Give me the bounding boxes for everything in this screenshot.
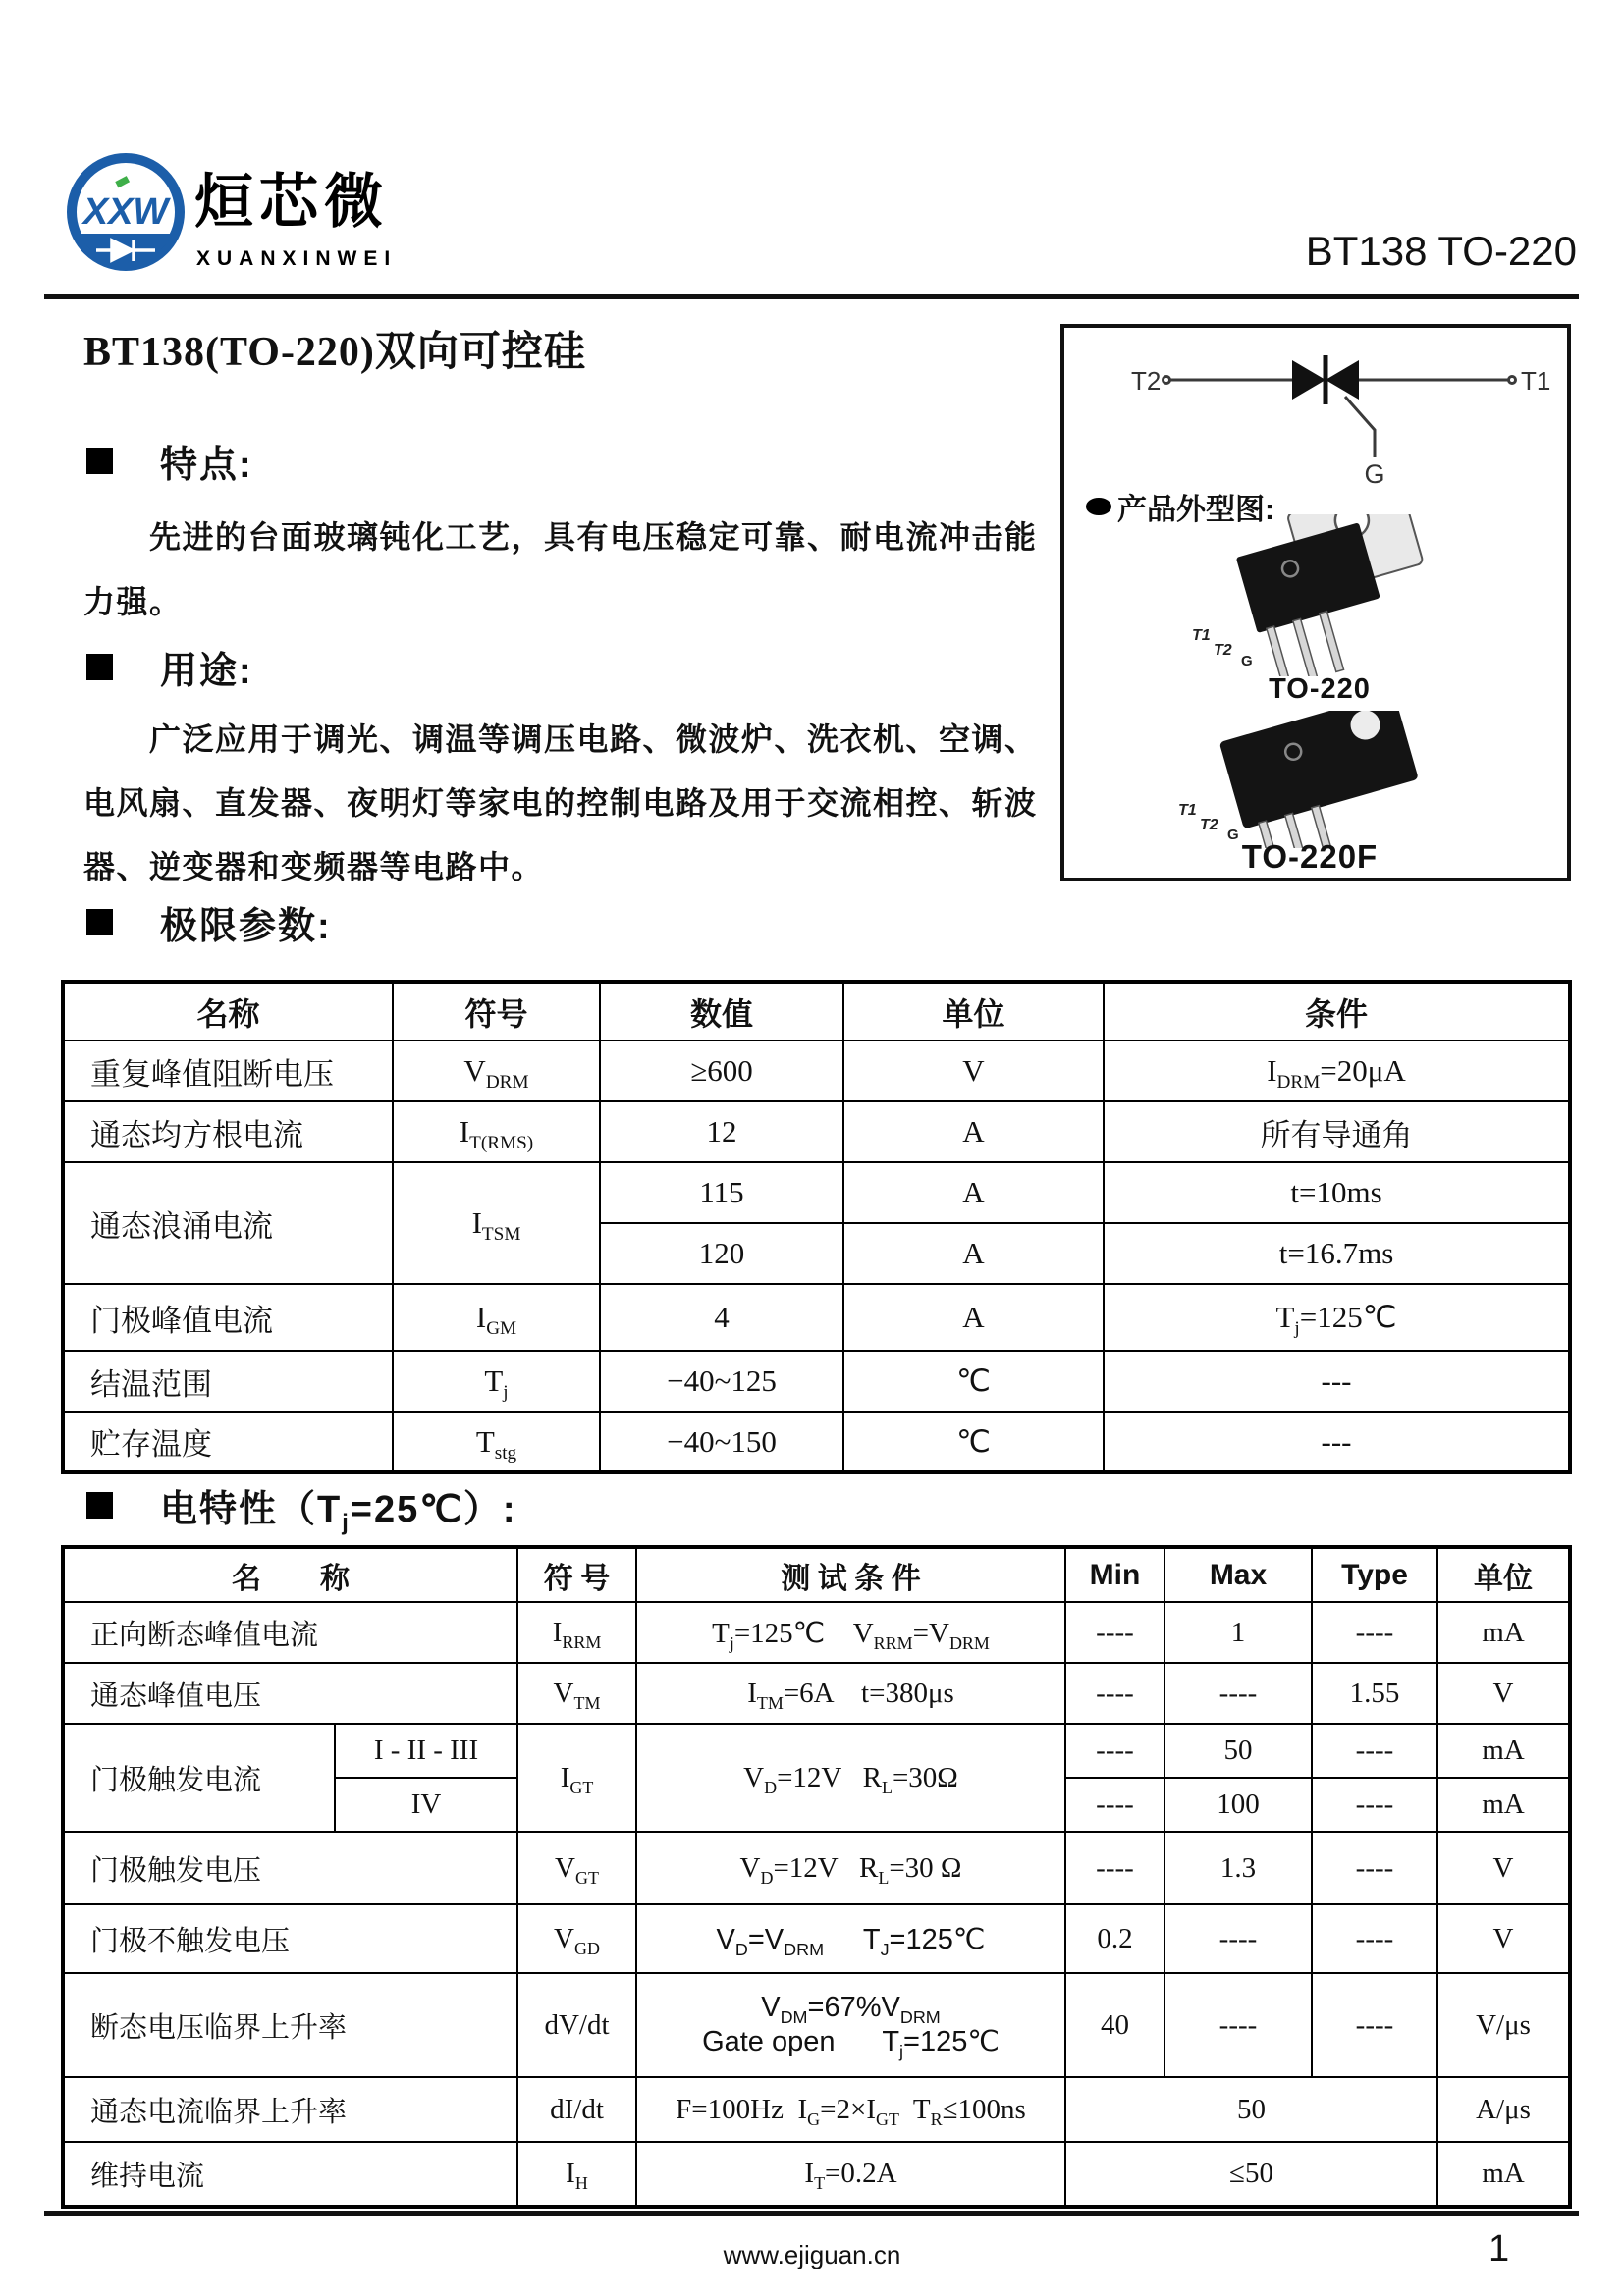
param-cond: $T_j=125℃$ (1104, 1284, 1570, 1351)
param-name: 维持电流 (63, 2142, 517, 2207)
table-row (63, 1351, 1570, 1412)
table-header-row (63, 1547, 1570, 1602)
unit-value: V (1437, 1904, 1570, 1973)
test-cond: $T_j=125℃$ $V_{RRM}=V_{DRM}$ (636, 1602, 1065, 1663)
max-value: ---- (1164, 1973, 1312, 2077)
elec-table (61, 1545, 1572, 2209)
page-number: 1 (1489, 2228, 1510, 2269)
col-header: 符号 (393, 982, 600, 1041)
param-symbol: $V_{TM}$ (517, 1663, 636, 1724)
section-applications (86, 640, 253, 694)
min-value: ---- (1065, 1663, 1164, 1724)
outline-drawing-label: 产品外型图: (1086, 485, 1274, 528)
test-cond: $I_{TM}=6A$ t=380μs (636, 1663, 1065, 1724)
type-value: ---- (1312, 1973, 1437, 2077)
max-value: 1.3 (1164, 1832, 1312, 1904)
pkg2-pin-g: G (1227, 827, 1239, 843)
col-header: 测 试 条 件 (636, 1547, 1065, 1602)
type-value: ---- (1312, 1602, 1437, 1663)
type-value: ---- (1312, 1778, 1437, 1832)
triac-triangle-right (1326, 360, 1359, 400)
param-symbol: $V_{GT}$ (517, 1832, 636, 1904)
triac-triangle-left (1292, 360, 1326, 400)
header-rule (44, 294, 1579, 299)
type-value: 1.55 (1312, 1663, 1437, 1724)
unit-value: V/μs (1437, 1973, 1570, 2077)
span-value: ≤50 (1065, 2142, 1437, 2207)
features-line2: 力强。 (83, 584, 183, 619)
param-name: 正向断态峰值电流 (63, 1602, 517, 1663)
test-cond: $I_T=0.2A$ (636, 2142, 1065, 2207)
elec-heading: 电特性$(T_j=25℃)$: (160, 1489, 517, 1535)
param-cond: --- (1104, 1412, 1570, 1472)
pkg2-pin-t2: T2 (1200, 817, 1218, 833)
applications-line3: 器、逆变器和变频器等电路中。 (83, 849, 545, 884)
part-number-title: BT138 TO-220 (1305, 228, 1577, 274)
min-value: 0.2 (1065, 1904, 1164, 1973)
param-unit: ℃ (843, 1351, 1104, 1412)
col-header: Max (1164, 1547, 1312, 1602)
terminal-t2-label: T2 (1131, 366, 1162, 396)
max-value: 1 (1164, 1602, 1312, 1663)
param-cond: 所有导通角 (1104, 1101, 1570, 1162)
logo-monogram: XXW (82, 191, 169, 233)
triac-symbol (1074, 336, 1557, 485)
col-header: 条件 (1104, 982, 1570, 1041)
features-heading: 特点: (160, 445, 253, 486)
applications-line1: 广泛应用于调光、调温等调压电路、微波炉、洗衣机、空调、 (149, 721, 1038, 757)
param-symbol: $T_{stg}$ (393, 1412, 600, 1472)
test-cond: $V_D=V_{DRM}$ $T_J=125℃$ (636, 1904, 1065, 1973)
param-value: −40~125 (600, 1351, 843, 1412)
table-row (63, 1162, 1570, 1223)
section-square-icon (86, 654, 113, 680)
pkg2-caption: TO-220F (1241, 838, 1379, 875)
unit-value: mA (1437, 1724, 1570, 1778)
param-symbol: $T_j$ (393, 1351, 600, 1412)
section-square-icon (86, 448, 113, 474)
table-row (63, 1973, 1570, 2077)
min-value: ---- (1065, 1778, 1164, 1832)
bullet-icon (1086, 498, 1111, 515)
table-row (63, 2077, 1570, 2142)
applications-line2: 电风扇、直发器、夜明灯等家电的控制电路及用于交流相控、斩波 (83, 785, 1038, 821)
param-name: 通态均方根电流 (63, 1101, 393, 1162)
table-row (63, 1041, 1570, 1101)
param-name: 断态电压临界上升率 (63, 1973, 517, 2077)
max-value: 100 (1164, 1778, 1312, 1832)
param-name: 门极不触发电压 (63, 1904, 517, 1973)
brand-name-cn: 烜芯微 (194, 169, 389, 235)
table-row (63, 1832, 1570, 1904)
pkg1-pin-t1: T1 (1192, 627, 1211, 644)
param-symbol: $V_{GD}$ (517, 1904, 636, 1973)
param-cond: $I_{DRM}=20\mu A$ (1104, 1041, 1570, 1101)
test-cond: F=100Hz $I_G=2\times I_{GT}$ $T_R\le 100ns$ (636, 2077, 1065, 2142)
param-cond: t=16.7ms (1104, 1223, 1570, 1284)
param-unit: A (843, 1284, 1104, 1351)
package-drawing-to220 (1163, 514, 1467, 676)
param-unit: A (843, 1101, 1104, 1162)
company-logo (65, 149, 190, 283)
param-symbol: $V_{DRM}$ (393, 1041, 600, 1101)
unit-value: mA (1437, 1602, 1570, 1663)
pkg1-pin-g: G (1241, 653, 1253, 669)
param-unit: ℃ (843, 1412, 1104, 1472)
quadrant-group: IV (335, 1778, 517, 1832)
param-value: 120 (600, 1223, 843, 1284)
section-elec (86, 1478, 517, 1535)
pkg1-caption: TO-220 (1269, 673, 1371, 705)
test-cond: $V_D=12V$ $R_L=30\Omega$ (636, 1724, 1065, 1832)
col-header: 单位 (1437, 1547, 1570, 1602)
gate-label: G (1364, 459, 1385, 485)
max-value: 50 (1164, 1724, 1312, 1778)
table-row (63, 1724, 1570, 1778)
param-name: 通态电流临界上升率 (63, 2077, 517, 2142)
max-value: ---- (1164, 1663, 1312, 1724)
unit-value: A/μs (1437, 2077, 1570, 2142)
table-row (63, 1904, 1570, 1973)
span-value: 50 (1065, 2077, 1437, 2142)
type-value: ---- (1312, 1832, 1437, 1904)
param-name: 门极触发电流 (63, 1724, 335, 1832)
param-name: 通态峰值电压 (63, 1663, 517, 1724)
param-name: 贮存温度 (63, 1412, 393, 1472)
page-title: BT138(TO-220)双向可控硅 (83, 330, 586, 375)
pkg1-pin-t2: T2 (1214, 642, 1232, 659)
unit-value: V (1437, 1832, 1570, 1904)
param-symbol: $I_{GT}$ (517, 1724, 636, 1832)
col-header: 单位 (843, 982, 1104, 1041)
test-cond: $V_D=12V$ $R_L=30$ Ω (636, 1832, 1065, 1904)
param-symbol: $I_{GM}$ (393, 1284, 600, 1351)
features-line1: 先进的台面玻璃钝化工艺，具有电压稳定可靠、耐电流冲击能 (149, 519, 1038, 555)
param-value: −40~150 (600, 1412, 843, 1472)
figure-box (1060, 324, 1571, 881)
param-symbol: $I_H$ (517, 2142, 636, 2207)
param-value: 4 (600, 1284, 843, 1351)
unit-value: V (1437, 1663, 1570, 1724)
param-name: 重复峰值阻断电压 (63, 1041, 393, 1101)
param-symbol: dI/dt (517, 2077, 636, 2142)
param-name: 结温范围 (63, 1351, 393, 1412)
table-row (63, 2142, 1570, 2207)
param-symbol: $I_{TSM}$ (393, 1162, 600, 1284)
min-value: ---- (1065, 1832, 1164, 1904)
footer-rule (44, 2211, 1579, 2216)
limits-heading: 极限参数: (160, 906, 332, 947)
type-value: ---- (1312, 1904, 1437, 1973)
col-header: Type (1312, 1547, 1437, 1602)
param-name: 门极峰值电流 (63, 1284, 393, 1351)
col-header: 符 号 (517, 1547, 636, 1602)
pkg2-pin-t1: T1 (1178, 802, 1197, 819)
section-features (86, 434, 253, 488)
table-row (63, 1101, 1570, 1162)
param-name: 通态浪涌电流 (63, 1162, 393, 1284)
limits-table (61, 980, 1572, 1474)
param-name: 门极触发电压 (63, 1832, 517, 1904)
min-value: ---- (1065, 1724, 1164, 1778)
param-symbol: dV/dt (517, 1973, 636, 2077)
unit-value: mA (1437, 1778, 1570, 1832)
param-value: ≥600 (600, 1041, 843, 1101)
quadrant-group: I - II - III (335, 1724, 517, 1778)
table-row (63, 1284, 1570, 1351)
test-cond: $V_{DM}=67\%V_{DRM}$ Gate open $T_j=125℃$ (636, 1973, 1065, 2077)
table-row (63, 1602, 1570, 1663)
min-value: ---- (1065, 1602, 1164, 1663)
section-square-icon (86, 1492, 113, 1519)
param-unit: V (843, 1041, 1104, 1101)
table-row (63, 1412, 1570, 1472)
param-cond: t=10ms (1104, 1162, 1570, 1223)
param-unit: A (843, 1162, 1104, 1223)
brand-name-en: XUANXINWEI (196, 247, 398, 270)
terminal-t1-label: T1 (1521, 366, 1551, 396)
table-row (63, 1663, 1570, 1724)
param-symbol: $I_{RRM}$ (517, 1602, 636, 1663)
col-header: 名 称 (63, 1547, 517, 1602)
table-header-row (63, 982, 1570, 1041)
applications-heading: 用途: (160, 651, 253, 692)
param-cond: --- (1104, 1351, 1570, 1412)
package-drawing-to220f (1153, 711, 1467, 848)
col-header: Min (1065, 1547, 1164, 1602)
max-value: ---- (1164, 1904, 1312, 1973)
param-unit: A (843, 1223, 1104, 1284)
col-header: 数值 (600, 982, 843, 1041)
footer-url: www.ejiguan.cn (723, 2240, 901, 2269)
param-value: 115 (600, 1162, 843, 1223)
unit-value: mA (1437, 2142, 1570, 2207)
type-value: ---- (1312, 1724, 1437, 1778)
param-symbol: $I_{T(RMS)}$ (393, 1101, 600, 1162)
col-header: 名称 (63, 982, 393, 1041)
section-square-icon (86, 909, 113, 935)
param-value: 12 (600, 1101, 843, 1162)
min-value: 40 (1065, 1973, 1164, 2077)
section-limits (86, 895, 332, 949)
